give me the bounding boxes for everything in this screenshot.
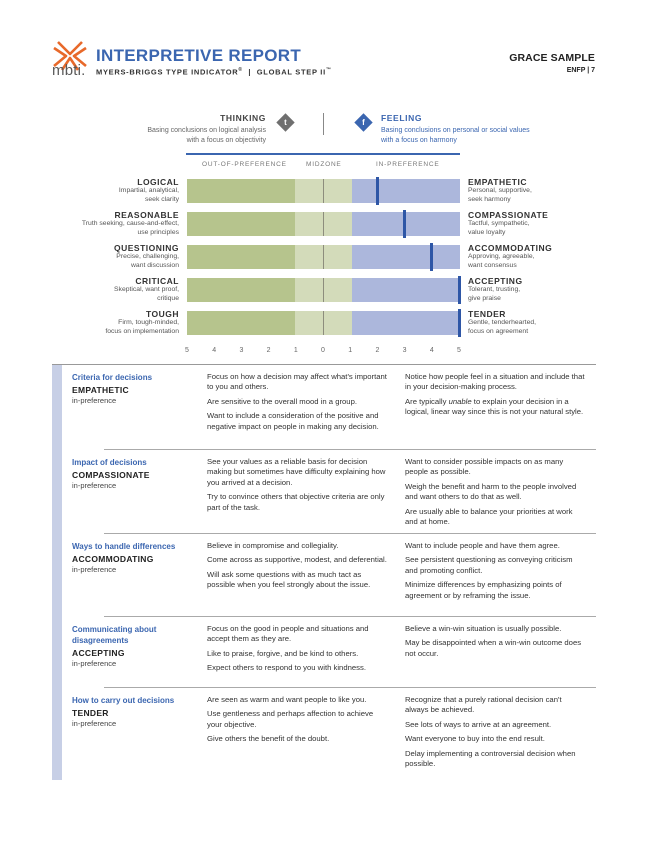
detail-category: Communicating about <box>72 625 157 634</box>
facet-left-desc: focus on implementation <box>105 327 179 335</box>
facet-right-pole <box>468 243 578 270</box>
detail-item: Use gentleness and perhaps affection to achieve your objective. <box>207 709 374 729</box>
detail-item: Want to include people and have them agree. <box>405 541 560 550</box>
out-of-preference-zone <box>187 278 295 302</box>
detail-facet: ACCEPTING <box>72 648 125 658</box>
midzone-left <box>295 212 323 236</box>
facet-left-pole <box>60 177 179 204</box>
facet-bar <box>187 278 460 302</box>
detail-item-text: to explain your decision in a logical, linear way since this is not your natural style. <box>405 396 584 417</box>
row-stripe <box>52 617 62 688</box>
in-preference-zone <box>352 245 460 269</box>
scale-number: 0 <box>321 347 325 354</box>
detail-item: Focus on the good in people and situations and accept them as they are. <box>207 624 369 644</box>
detail-item: See persistent questioning as conveying criticism and promoting conflict. <box>405 555 573 575</box>
detail-item: Are sensitive to the overall mood in a group. <box>207 396 357 406</box>
detail-item <box>405 397 585 418</box>
detail-preference: in-preference <box>72 719 117 728</box>
facet-bar <box>187 311 460 335</box>
scale-number: 4 <box>212 347 217 354</box>
facet-bar <box>187 212 460 236</box>
detail-item-text: Are typically <box>405 396 449 406</box>
midzone-left <box>295 278 323 302</box>
facet-right-desc: Tolerant, trusting, <box>468 286 521 293</box>
zero-line <box>323 311 324 335</box>
facet-left-desc: want discussion <box>131 261 179 269</box>
scale-number: 5 <box>185 347 189 354</box>
midzone-right <box>323 179 352 203</box>
detail-column-1 <box>207 624 387 678</box>
zero-line <box>323 278 324 302</box>
facet-right-title: EMPATHETIC <box>468 177 527 187</box>
detail-item: See your values as a reliable basis for decision making but sometimes have difficulty explaining how you arrived at a decision. <box>207 457 386 487</box>
scale-number: 4 <box>429 347 434 354</box>
detail-preference: in-preference <box>72 396 117 405</box>
scale-number: 3 <box>239 347 244 354</box>
facet-right-pole <box>468 309 578 336</box>
facet-left-desc: critique <box>157 294 179 302</box>
facet-right-desc: focus on agreement <box>468 327 529 335</box>
detail-category: disagreements <box>72 636 129 645</box>
in-preference-zone <box>352 278 460 302</box>
out-of-preference-zone <box>187 245 295 269</box>
detail-column-2 <box>405 695 585 773</box>
score-marker <box>458 276 461 304</box>
facet-right-title: ACCEPTING <box>468 276 523 286</box>
scale-number: 5 <box>457 347 461 354</box>
facet-right-desc: give praise <box>468 294 501 302</box>
zone-label-out: OUT-OF-PREFERENCE <box>202 161 287 168</box>
zone-label-in: IN-PREFERENCE <box>376 161 440 168</box>
row-stripe <box>52 450 62 534</box>
scale-number: 2 <box>266 347 271 354</box>
detail-item: Come across as supportive, modest, and deferential. <box>207 555 387 565</box>
detail-row <box>52 365 596 450</box>
detail-item: Focus on how a decision may affect what's important to you and others. <box>207 372 387 392</box>
facet-left-pole <box>60 243 179 270</box>
zone-label-mid: MIDZONE <box>306 161 342 168</box>
facet-right-pole <box>468 276 578 303</box>
detail-column-2 <box>405 457 585 531</box>
detail-row <box>52 688 596 780</box>
detail-facet: ACCOMMODATING <box>72 554 154 564</box>
score-marker <box>376 177 379 205</box>
report-subtitle: MYERS-BRIGGS TYPE INDICATOR® | GLOBAL STEP II™ <box>96 67 332 77</box>
facet-left-desc: Precise, challenging, <box>116 253 179 260</box>
detail-item: Are seen as warm and want people to like you. <box>207 695 367 704</box>
detail-column-1 <box>207 372 387 436</box>
facet-right-desc: Tactful, sympathetic, <box>468 220 530 227</box>
detail-column-2 <box>405 624 585 663</box>
facet-left-title: REASONABLE <box>114 210 179 220</box>
detail-item: Recognize that a purely rational decision can't always be achieved. <box>405 695 562 715</box>
midzone-right <box>323 278 352 302</box>
thinking-description: Basing conclusions on logical analysis with a focus on objectivity <box>147 127 266 144</box>
out-of-preference-zone <box>187 179 295 203</box>
facet-right-desc: seek harmony <box>468 195 511 203</box>
detail-heading <box>72 457 184 491</box>
facet-left-desc: seek clarity <box>145 195 179 203</box>
detail-item: Notice how people feel in a situation and include that in your decision-making process. <box>405 372 585 392</box>
detail-item: Want to consider possible impacts on as many people as possible. <box>405 457 564 477</box>
detail-item: Will ask some questions with as much tact as possible when you feel strongly about the issue. <box>207 569 371 590</box>
detail-column-2 <box>405 372 585 422</box>
feeling-description: Basing conclusions on personal or social values with a focus on harmony <box>381 127 530 144</box>
midzone-right <box>323 245 352 269</box>
score-marker <box>403 210 406 238</box>
detail-category: Ways to handle differences <box>72 542 176 551</box>
detail-item: Want everyone to buy into the end result. <box>405 734 545 744</box>
facet-right-desc: want consensus <box>468 261 517 269</box>
detail-column-2 <box>405 541 585 605</box>
detail-column-1 <box>207 541 387 595</box>
detail-item: Want to include a consideration of the positive and negative impact on people in making any decision. <box>207 411 379 431</box>
mbti-wordmark: mbti. <box>52 62 86 79</box>
detail-preference: in-preference <box>72 659 117 668</box>
facet-left-desc: Impartial, analytical, <box>118 187 179 194</box>
feeling-title: FEELING <box>381 113 423 123</box>
report-title: INTERPRETIVE REPORT <box>96 46 302 65</box>
feeling-badge-icon: f <box>354 113 372 131</box>
detail-item: Minimize differences by emphasizing points of agreement or by reframing the issue. <box>405 580 562 600</box>
facet-right-desc: Personal, supportive, <box>468 187 532 194</box>
midzone-left <box>295 245 323 269</box>
zero-line <box>323 245 324 269</box>
detail-facet: COMPASSIONATE <box>72 470 150 480</box>
pole-divider <box>323 113 324 135</box>
in-preference-zone <box>352 179 460 203</box>
midzone-right <box>323 212 352 236</box>
detail-item: May be disappointed when a win-win outcome does not occur. <box>405 638 582 658</box>
facet-bar <box>187 179 460 203</box>
detail-item: Give others the benefit of the doubt. <box>207 734 330 744</box>
zero-line <box>323 179 324 203</box>
out-of-preference-zone <box>187 311 295 335</box>
facet-left-desc: use principles <box>137 228 179 236</box>
detail-preference: in-preference <box>72 481 117 490</box>
in-preference-zone <box>352 311 460 335</box>
heading-rule <box>186 153 460 155</box>
facet-left-title: CRITICAL <box>135 276 179 286</box>
facet-right-desc: Gentle, tenderhearted, <box>468 319 537 326</box>
detail-item: Believe a win-win situation is usually possible. <box>405 624 562 633</box>
facet-left-title: QUESTIONING <box>113 243 179 253</box>
facet-left-pole <box>60 210 179 237</box>
detail-column-1 <box>207 695 387 749</box>
facet-left-pole <box>60 276 179 303</box>
thinking-title: THINKING <box>220 113 266 123</box>
midzone-left <box>295 311 323 335</box>
detail-category: How to carry out decisions <box>72 696 175 705</box>
facet-bar <box>187 245 460 269</box>
detail-item: Try to convince others that objective criteria are only part of the task. <box>207 492 385 512</box>
row-stripe <box>52 688 62 780</box>
facet-left-pole <box>60 309 179 336</box>
row-stripe <box>52 365 62 450</box>
scale-number: 1 <box>348 347 353 354</box>
detail-item: Weigh the benefit and harm to the people involved and want others to do that as well. <box>405 481 577 502</box>
facet-left-title: TOUGH <box>145 309 179 319</box>
thinking-badge-icon: t <box>276 113 294 131</box>
type-and-page: ENFP | 7 <box>566 67 595 74</box>
facet-right-desc: value loyalty <box>468 228 506 236</box>
detail-category: Impact of decisions <box>72 458 147 467</box>
detail-column-1 <box>207 457 387 517</box>
detail-item: See lots of ways to arrive at an agreement. <box>405 719 552 729</box>
facet-right-title: ACCOMMODATING <box>468 243 553 253</box>
detail-heading <box>72 624 184 669</box>
detail-category: Criteria for decisions <box>72 373 153 382</box>
scale-number: 1 <box>293 347 298 354</box>
detail-item: Delay implementing a controversial decision when possible. <box>405 748 576 769</box>
detail-item: Believe in compromise and collegiality. <box>207 541 339 550</box>
detail-heading <box>72 372 184 406</box>
score-marker <box>458 309 461 337</box>
detail-item: Like to praise, forgive, and be kind to others. <box>207 648 359 658</box>
midzone-right <box>323 311 352 335</box>
facet-left-title: LOGICAL <box>137 177 179 187</box>
facet-right-pole <box>468 210 578 237</box>
detail-heading <box>72 541 184 575</box>
detail-facet: TENDER <box>72 708 109 718</box>
facet-right-pole <box>468 177 578 204</box>
score-marker <box>430 243 433 271</box>
facet-right-title: TENDER <box>468 309 506 319</box>
row-stripe <box>52 534 62 617</box>
zero-line <box>323 212 324 236</box>
midzone-left <box>295 179 323 203</box>
facet-right-desc: Approving, agreeable, <box>468 253 535 260</box>
facet-right-title: COMPASSIONATE <box>468 210 549 220</box>
detail-row <box>52 617 596 688</box>
facet-left-desc: Skeptical, want proof, <box>114 286 179 293</box>
facet-left-desc: Firm, tough-minded, <box>118 319 179 326</box>
detail-row <box>52 534 596 617</box>
detail-item-emphasis: unable <box>448 396 472 406</box>
detail-facet: EMPATHETIC <box>72 385 129 395</box>
detail-item: Are usually able to balance your priorities at work and at home. <box>405 506 573 527</box>
detail-preference: in-preference <box>72 565 117 574</box>
detail-row <box>52 450 596 534</box>
scale-number: 3 <box>402 347 407 354</box>
scale-number: 2 <box>375 347 380 354</box>
facet-left-desc: Truth seeking, cause-and-effect, <box>81 220 179 227</box>
detail-item: Expect others to respond to you with kindness. <box>207 663 366 673</box>
detail-heading <box>72 695 184 729</box>
person-name: GRACE SAMPLE <box>509 52 595 64</box>
out-of-preference-zone <box>187 212 295 236</box>
